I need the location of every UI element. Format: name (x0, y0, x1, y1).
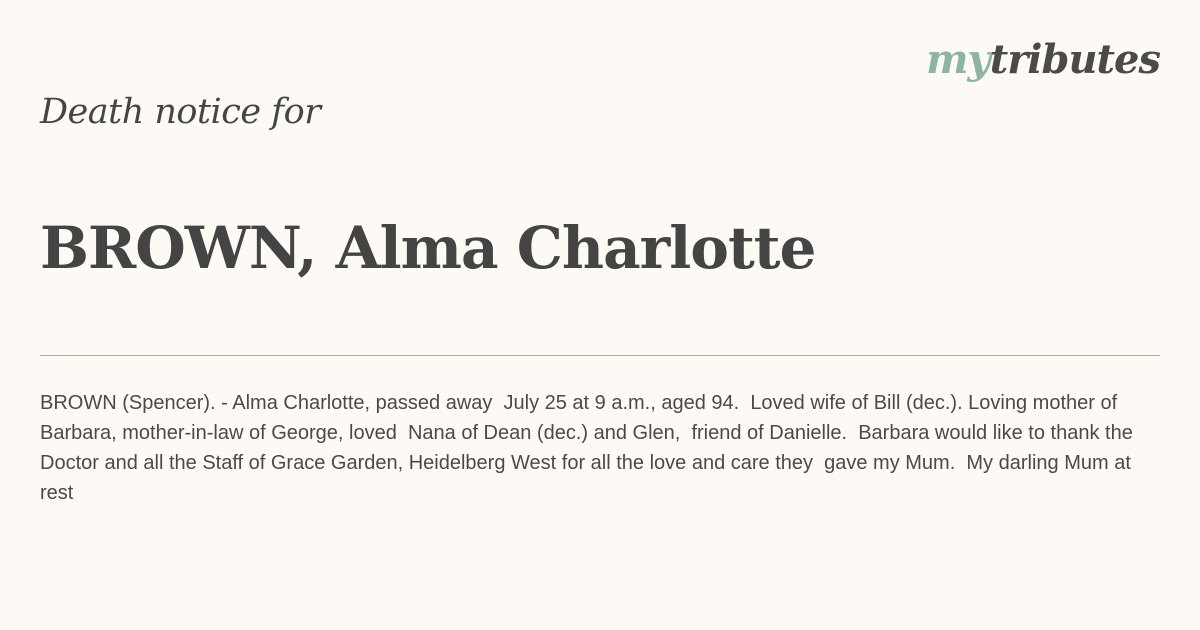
brand-logo[interactable] (926, 36, 1160, 84)
deceased-name: BROWN, Alma Charlotte (40, 214, 816, 282)
divider (40, 355, 1160, 356)
notice-text: BROWN (Spencer). - Alma Charlotte, passed away July 25 at 9 a.m., aged 94. Loved wife of Bill (dec.). Loving mother of Barbara, mother-in-law of George, loved Nana of Dean (dec.) and Glen, friend of Danielle. Barbara would like to thank the Doctor and all the Staff of Grace Garden, Heidelberg West for all the love and care they gave my Mum. My darling Mum at rest (40, 392, 1144, 504)
logo-tributes-text: tributes (989, 36, 1160, 83)
logo-my-text: my (926, 36, 990, 83)
notice-type-heading: Death notice for (40, 92, 321, 132)
